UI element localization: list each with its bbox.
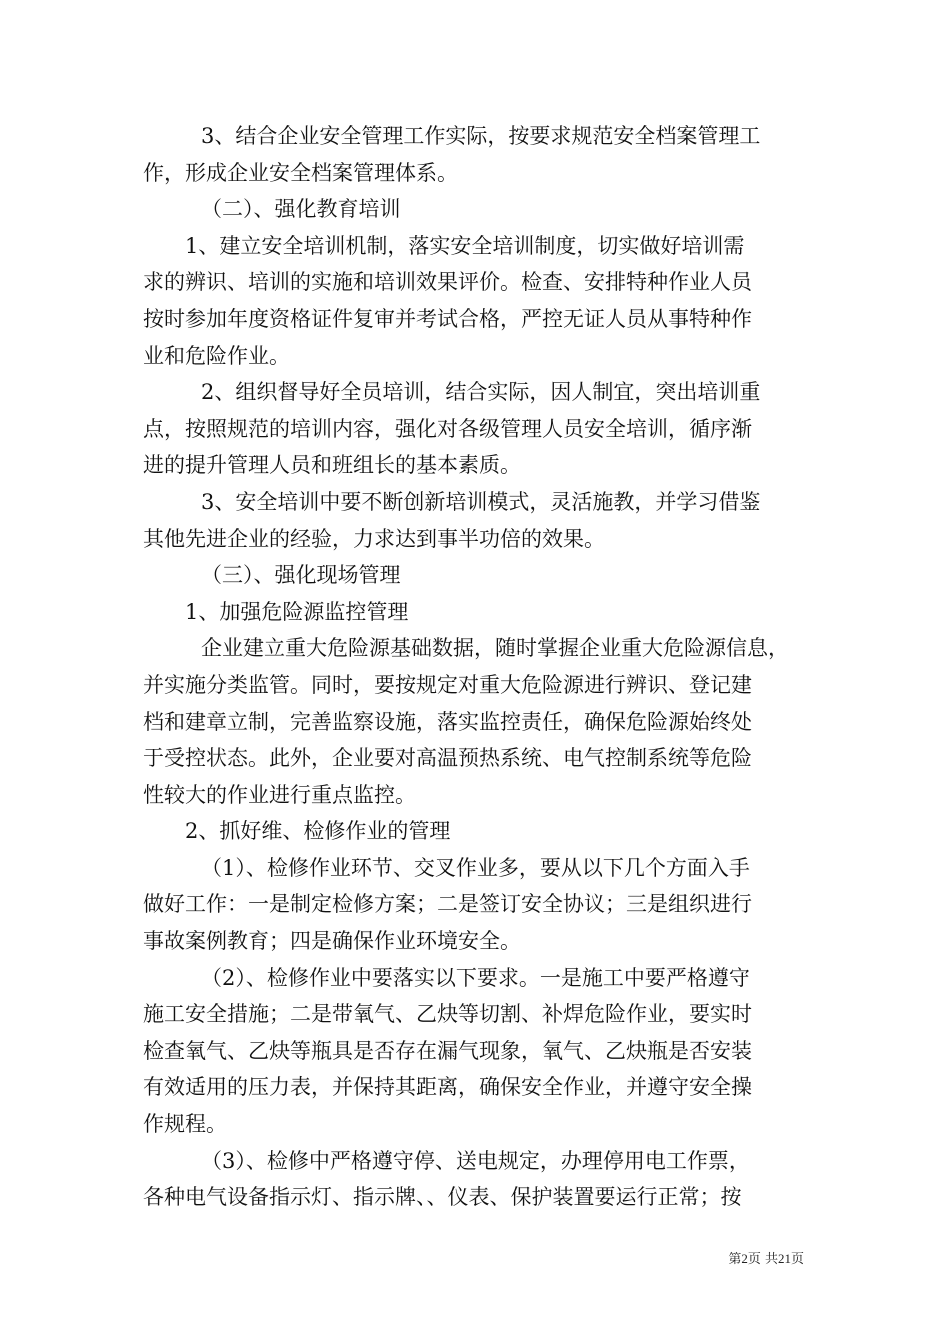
text-line: （2）、检修作业中要落实以下要求。一是施工中要严格遵守 bbox=[201, 965, 750, 990]
document-body bbox=[143, 118, 807, 1216]
text-line: 1、建立安全培训机制，落实安全培训制度，切实做好培训需 bbox=[185, 233, 745, 258]
total-pages-number: 21 bbox=[777, 1251, 791, 1266]
text-line: （二）、强化教育培训 bbox=[201, 197, 401, 222]
footer-suffix: 页 bbox=[790, 1252, 804, 1267]
text-line: 于受控状态。此外，企业要对高温预热系统、电气控制系统等危险 bbox=[143, 746, 752, 771]
page-footer bbox=[728, 1248, 804, 1267]
text-line: 1、加强危险源监控管理 bbox=[185, 599, 409, 624]
text-line: 点，按照规范的培训内容，强化对各级管理人员安全培训，循序渐 bbox=[143, 416, 752, 441]
text-line: 企业建立重大危险源基础数据，随时掌握企业重大危险源信息， bbox=[201, 636, 789, 661]
text-line: 做好工作：一是制定检修方案；二是签订安全协议；三是组织进行 bbox=[143, 892, 752, 917]
text-line: 作规程。 bbox=[143, 1112, 227, 1137]
text-line: 作，形成企业安全档案管理体系。 bbox=[143, 160, 458, 185]
text-line: 2、组织督导好全员培训，结合实际，因人制宜，突出培训重 bbox=[201, 380, 761, 405]
text-line: （三）、强化现场管理 bbox=[201, 563, 401, 588]
text-line: 按时参加年度资格证件复审并考试合格，严控无证人员从事特种作 bbox=[143, 306, 752, 331]
text-line: 进的提升管理人员和班组长的基本素质。 bbox=[143, 453, 521, 478]
footer-middle: 页 共 bbox=[747, 1252, 778, 1267]
text-line: 并实施分类监管。同时，要按规定对重大危险源进行辨识、登记建 bbox=[143, 672, 752, 697]
text-line: 有效适用的压力表，并保持其距离，确保安全作业，并遵守安全操 bbox=[143, 1075, 752, 1100]
text-line: （1）、检修作业环节、交叉作业多，要从以下几个方面入手 bbox=[201, 855, 750, 880]
text-line: （3）、检修中严格遵守停、送电规定，办理停用电工作票， bbox=[201, 1148, 750, 1173]
text-line: 其他先进企业的经验，力求达到事半功倍的效果。 bbox=[143, 526, 605, 551]
footer-prefix: 第 bbox=[728, 1252, 742, 1267]
text-line: 3、结合企业安全管理工作实际，按要求规范安全档案管理工 bbox=[201, 124, 761, 148]
text-line: 性较大的作业进行重点监控。 bbox=[143, 782, 416, 807]
text-line: 各种电气设备指示灯、指示牌、、仪表、保护装置要运行正常；按 bbox=[143, 1185, 742, 1210]
text-line: 3、安全培训中要不断创新培训模式，灵活施教，并学习借鉴 bbox=[201, 489, 761, 514]
current-page-number: 2 bbox=[741, 1251, 748, 1266]
text-line: 事故案例教育；四是确保作业环境安全。 bbox=[143, 929, 521, 954]
text-line: 2、抓好维、检修作业的管理 bbox=[185, 819, 451, 844]
text-line: 检查氧气、乙炔等瓶具是否存在漏气现象，氧气、乙炔瓶是否安装 bbox=[143, 1038, 752, 1063]
text-line: 施工安全措施；二是带氧气、乙炔等切割、补焊危险作业，要实时 bbox=[143, 1002, 752, 1027]
text-line: 档和建章立制，完善监察设施，落实监控责任，确保危险源始终处 bbox=[143, 709, 752, 734]
text-line: 业和危险作业。 bbox=[143, 343, 290, 368]
text-line: 求的辨识、培训的实施和培训效果评价。检查、安排特种作业人员 bbox=[143, 270, 752, 295]
